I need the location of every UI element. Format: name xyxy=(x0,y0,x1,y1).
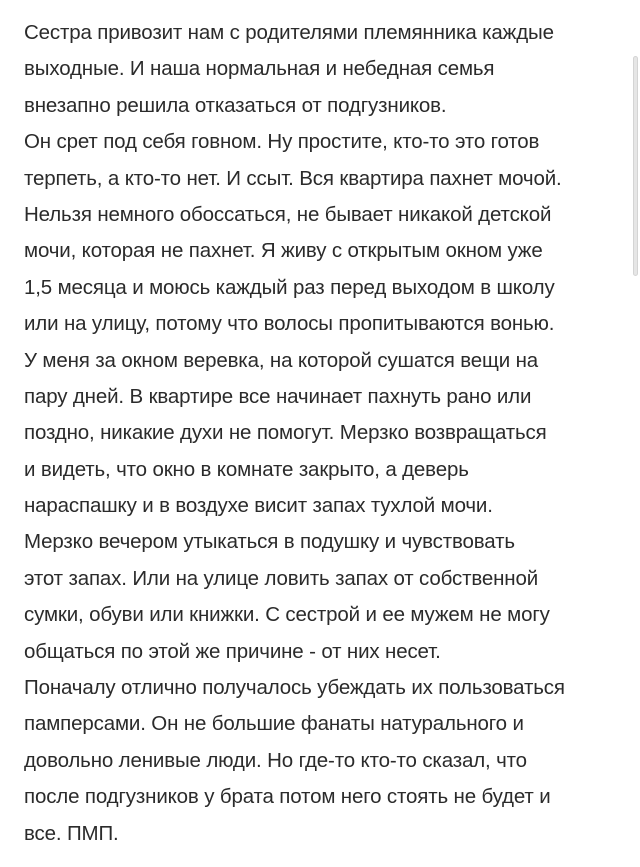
text-line: и видеть, что окно в комнате закрыто, а деверь xyxy=(24,457,469,481)
text-line: общаться по этой же причине - от них несет. xyxy=(24,639,441,663)
text-line: терпеть, а кто-то нет. И ссыт. Вся квартира пахнет мочой. xyxy=(24,166,562,190)
post-text xyxy=(24,15,620,852)
text-line: Поначалу отлично получалось убеждать их пользоваться xyxy=(24,676,565,700)
text-line: Сестра привозит нам с родителями племянника каждые xyxy=(24,21,554,44)
text-line: внезапно решила отказаться от подгузников. xyxy=(24,93,447,117)
text-line: этот запах. Или на улице ловить запах от собственной xyxy=(24,566,538,590)
text-line: мочи, которая не пахнет. Я живу с открытым окном уже xyxy=(24,239,543,263)
text-line: довольно ленивые люди. Но где-то кто-то сказал, что xyxy=(24,748,527,772)
text-line: Мерзко вечером утыкаться в подушку и чувствовать xyxy=(24,530,515,554)
text-line: пару дней. В квартире все начинает пахнуть рано или xyxy=(24,384,532,408)
text-line: выходные. И наша нормальная и небедная семья xyxy=(24,57,495,81)
text-line: сумки, обуви или книжки. С сестрой и ее мужем не могу xyxy=(24,603,550,627)
text-line: все. ПМП. xyxy=(24,821,119,845)
text-line: Нельзя немного обоссаться, не бывает никакой детской xyxy=(24,202,552,226)
scrollbar-thumb[interactable] xyxy=(633,56,638,276)
text-line: Он срет под себя говном. Ну простите, кто-то это готов xyxy=(24,130,540,154)
text-line: нараспашку и в воздухе висит запах тухлой мочи. xyxy=(24,494,493,518)
text-line: памперсами. Он не большие фанаты натурального и xyxy=(24,712,524,736)
text-line: У меня за окном веревка, на которой сушатся вещи на xyxy=(24,348,538,372)
scrollbar[interactable] xyxy=(630,56,640,276)
text-line: поздно, никакие духи не помогут. Мерзко возвращаться xyxy=(24,421,547,445)
text-line: 1,5 месяца и моюсь каждый раз перед выходом в школу xyxy=(24,275,555,299)
text-line: или на улицу, потому что волосы пропитываются вонью. xyxy=(24,312,555,336)
text-line: после подгузников у брата потом него стоять не будет и xyxy=(24,785,551,809)
